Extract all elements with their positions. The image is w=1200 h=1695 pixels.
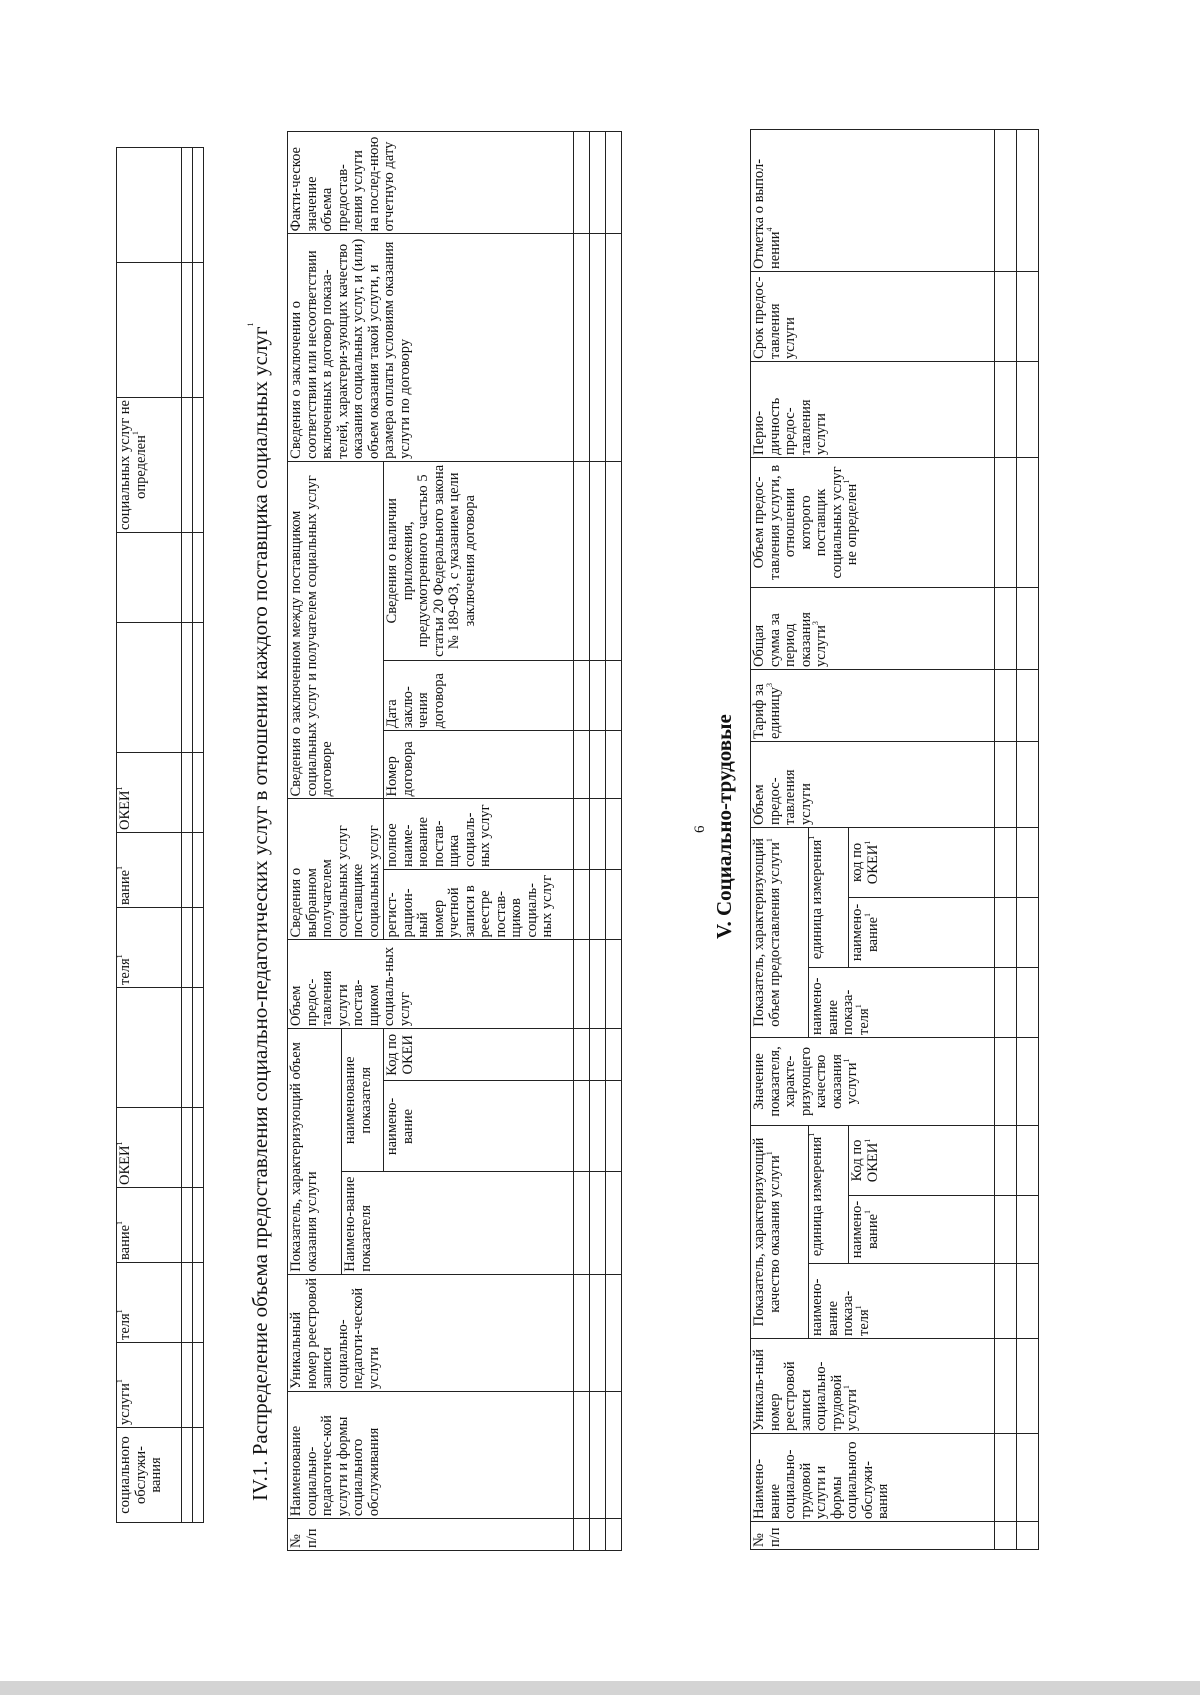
- v-h-unique-number: Уникаль-ный номер реестровой записи социально-трудовой услуги$^1$: [751, 1339, 995, 1434]
- iv1-h-contract-date: Дата заклю-чения договора: [384, 660, 574, 730]
- v-h-quality-unit: единица измерения$^1$: [809, 1125, 849, 1263]
- v-h-volume-unit-name: наимено-вание$^1$: [849, 897, 995, 967]
- iv1-h-volume: Объем предос-тавления услуги постав-щиком социаль-ных услуг: [288, 940, 574, 1029]
- iv1-h-conclusion: Сведения о заключении о соответствии или несоответствии включенных в договор показа-телей, характери-зующих качество оказания социальных услуг, и (или) объем оказания такой услуги, и размера оплаты условиям оказания услуги по договору: [288, 234, 574, 461]
- v-h-volume-unit: единица измерения$^1$: [809, 827, 849, 967]
- table-row: [574, 132, 590, 1551]
- iv1-h-okei: Код по ОКЕИ: [384, 1029, 574, 1081]
- iv1-h-contract: Сведения о заключенном между поставщиком социальных услуг и получателем социальных услуг договоре: [288, 461, 384, 799]
- top-col-empty-5: [117, 148, 182, 263]
- iv1-h-indicator: Показатель, характеризующий объем оказания услуги: [288, 1029, 342, 1275]
- iv1-h-contract-number: Номер договора: [384, 731, 574, 799]
- v-h-service-name: Наимено-вание социально-трудовой услуги и формы социального обслужи-вания: [751, 1434, 995, 1522]
- top-col-service: услуги$^1$: [117, 1343, 182, 1428]
- top-col-form: социального обслужи-вания: [117, 1428, 182, 1523]
- section-v-table: [750, 129, 1039, 1550]
- iv1-h-indicator-name: Наимено-вание показателя: [342, 1172, 574, 1274]
- v-h-quality-okei: Код по ОКЕИ$^1$: [849, 1125, 995, 1195]
- iv1-h-unique-number: Уникальный номер реестровой записи социально-педагоги-ческой услуги: [288, 1274, 574, 1391]
- iv1-h-full-name: полное наиме-нование постав-щика социаль-ных услуг: [384, 799, 574, 869]
- iv1-h-chosen-provider: Сведения о выбранном получателем социальных услуг поставщике социальных услуг: [288, 799, 384, 940]
- iv1-h-actual-value: Факти-ческое значение объема предостав-ления услуги на послед-нюю отчетную дату: [288, 132, 574, 234]
- table-row: [995, 129, 1017, 1549]
- iv1-h-unit-name: наимено-вание: [384, 1081, 574, 1172]
- top-continuation-table: [116, 147, 204, 1523]
- top-col-indicator-2: теля$^1$: [117, 908, 182, 988]
- iv1-h-service-name: Наименование социально-педагогичес-кой услуги и формы социального обслуживания: [288, 1391, 574, 1518]
- top-col-name-2: вание$^1$: [117, 833, 182, 908]
- iv1-h-indicator-unit: наименование показателя: [342, 1029, 384, 1172]
- top-col-empty-1: [117, 988, 182, 1108]
- v-h-completion-mark: Отметка о выпол-нении$^4$: [751, 129, 995, 271]
- section-v-title: V. Социально-трудовые: [712, 714, 736, 939]
- table-row: [606, 132, 622, 1551]
- top-col-empty-4: [117, 263, 182, 398]
- top-col-undefined: социальных услуг не определен$^1$: [117, 398, 182, 533]
- v-h-undefined-volume: Объем предос-тавления услуги, в отношении которого поставщик социальных услуг не определен$^1$: [751, 457, 995, 587]
- v-h-volume-okei: код по ОКЕИ$^1$: [849, 827, 995, 897]
- v-h-periodicity: Перио-дичность предос-тавления услуги: [751, 361, 995, 457]
- top-col-empty-2: [117, 623, 182, 753]
- top-col-okei-1: ОКЕИ$^1$: [117, 1108, 182, 1188]
- iv1-h-num: № п/п: [288, 1519, 574, 1551]
- table-row: [590, 132, 606, 1551]
- top-col-name-1: вание$^1$: [117, 1188, 182, 1263]
- v-h-quality-unit-name: наимено-вание$^1$: [849, 1196, 995, 1264]
- page-number: 6: [692, 825, 708, 833]
- section-iv1-title: IV.1. Распределение объема предоставления социально-педагогических услуг в отношении каждого поставщика социальных услуг$^1$: [246, 322, 272, 1501]
- v-h-term: Срок предос-тавления услуги: [751, 271, 995, 361]
- table-row: [1017, 129, 1039, 1549]
- v-h-num: № п/п: [751, 1522, 995, 1550]
- v-h-tariff: Тариф за единицу$^3$: [751, 669, 995, 741]
- v-h-volume-indicator-name: наимено-вание показа-теля$^1$: [809, 967, 995, 1037]
- v-h-quality-value: Значение показателя, характе-ризующего качество оказания услуги$^1$: [751, 1037, 995, 1125]
- iv1-h-registration-number: регист-рацион-ный номер учетной записи в реестре постав-щиков социаль-ных услуг: [384, 869, 574, 939]
- v-h-quality: Показатель, характеризующий качество оказания услуги$^1$: [751, 1125, 809, 1338]
- v-h-total: Общая сумма за период оказания услуги$^3$: [751, 587, 995, 669]
- section-iv1-table: [287, 131, 622, 1551]
- v-h-quality-indicator-name: наимено-вание показа-теля$^1$: [809, 1264, 995, 1339]
- top-col-empty-3: [117, 533, 182, 623]
- v-h-volume-indicator: Показатель, характеризующий объем предоставления услуги$^1$: [751, 827, 809, 1037]
- top-col-indicator-1: теля$^1$: [117, 1263, 182, 1343]
- top-col-okei-2: ОКЕИ$^1$: [117, 753, 182, 833]
- v-h-volume: Объем предос-тавления услуги: [751, 741, 995, 827]
- iv1-h-annex: Сведения о наличии приложения, предусмотренного частью 5 статьи 20 Федерального закона № 189-ФЗ, с указанием цели заключения договора: [384, 461, 574, 660]
